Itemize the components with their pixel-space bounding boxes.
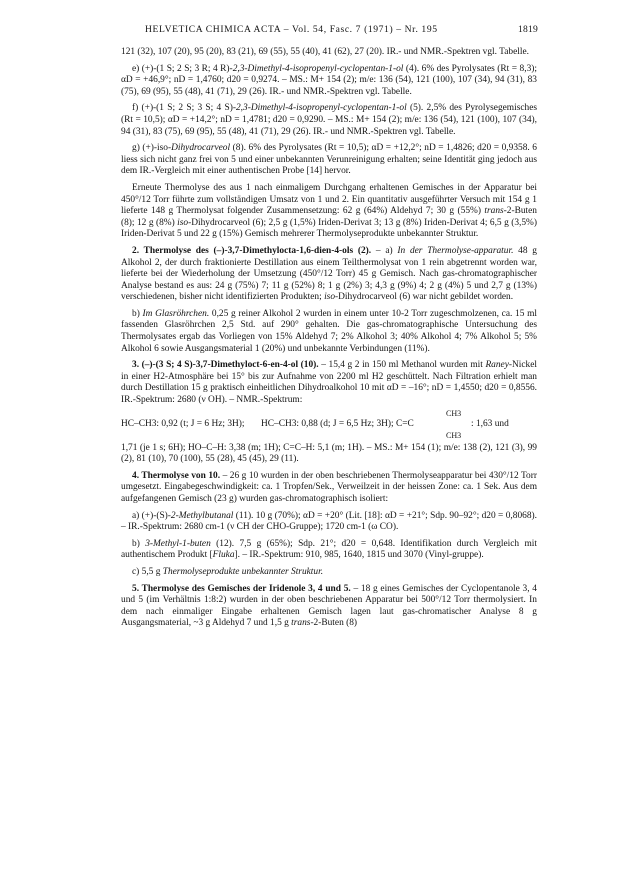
section-2-paragraph-b: b) Im Glasröhrchen. 0,25 g reiner Alkohol 2 wurden in einem unter 10-2 Torr zugeschmolzenen, ca. 15 ml fassenden Glasröhrchen 2,5 Std. auf 290° gehalten. Die gas-chromatographische Untersuchung des Thermolysates ergab das Vorliegen von 15% Aldehyd 7; 2% Alkohol 3; 40% Alkohol 4; 7% Alkohol 5; 5% Alkohol 6 sowie Ausgangsmaterial 1 (20%) und unbekannte Verbindungen (11%). (121, 308, 538, 354)
section-heading: 2. Thermolyse des (–)-3,7-Dimethylocta-1,6-dien-4-ols (2). (132, 245, 372, 256)
nmr-signal: HC–CH3: 0,92 (t; J = 6 Hz; 3H); (121, 418, 245, 429)
section-5-paragraph: 5. Thermolyse des Gemisches der Iridenole 3, 4 und 5. – 18 g eines Gemisches der Cyclopentanole 3, 4 und 5 (im Verhältnis 1:8:2) wurden in der oben beschriebenen Apparatur bei 500°/12 Torr thermolysiert. In dem nach einmaliger Eingabe erhaltenen Gemisch lagen laut gas-chromatischer Analyse 8 g Ausgangsmaterial, ~3 g Aldehyd 7 und 1,5 g trans-2-Buten (8) (121, 583, 537, 629)
section-3-continued: 1,71 (je 1 s; 6H); HO–C–H: 3,38 (m; 1H); C=C–H: 5,1 (m; 1H). – MS.: M+ 154 (1); m/e: 138 (2), 121 (3), 99 (2), 81 (10), 70 (100), 55 (28), 45 (45), 29 (11). (121, 442, 537, 465)
compound-name: Dihydrocarveol (171, 143, 231, 154)
methyl-label: CH3 (446, 430, 462, 440)
article-body (121, 47, 537, 635)
section-2-paragraph-a: 2. Thermolyse des (–)-3,7-Dimethylocta-1,6-dien-4-ols (2). – a) In der Thermolyse-apparatur. 48 g Alkohol 2, der durch fraktionierte Destillation aus einem Teilthermolysat von 1 rein abgetrennt worden war, lieferte bei der Wiederholung der Umsetzung (450°/12 Torr) 45 g Gemisch. Nach gas-chromatographischer Analyse bestand es aus: 24 g (75%) 7; 11 g (52%) 8; 1 g (2%) 3; 4,3 g (9%) 4; 2 g (4%) 5 und 2,7 g (13%) verschiedenen, bisher nicht identifizierten Produkten; iso-Dihydrocarveol (6) war nicht gebildet worden. (121, 245, 537, 303)
page-number: 1819 (518, 24, 538, 35)
nmr-signal: : 1,63 und (471, 418, 509, 429)
methyl-label: CH3 (446, 408, 462, 418)
nmr-signal: HC–CH3: 0,88 (d; J = 6,5 Hz; 3H); (261, 418, 394, 429)
paragraph-e: e) (+)-(1 S; 2 S; 3 R; 4 R)-2,3-Dimethyl-4-isopropenyl-cyclopentan-1-ol (4). 6% des Pyrolysates (Rt = 8,3); αD = +46,9°; nD = 1,4760; d20 = 0,9274. – MS.: M+ 154 (2); m/e: 136 (54), 121 (100), 107 (34), 94 (31), 83 (75), 69 (95), 55 (48), 41 (71), 29 (26). IR.- und NMR.-Spektren vgl. Tabelle. (121, 63, 537, 97)
compound-name: 2,3-Dimethyl-4-isopropenyl-cyclopentan-1-ol (232, 63, 404, 74)
nmr-data-line (121, 408, 537, 440)
paragraph-g: g) (+)-iso-Dihydrocarveol (8). 6% des Pyrolysates (Rt = 10,5); αD = +12,2°; nD = 1,4826; d20 = 0,9358. 6 liess sich nicht ganz frei von 5 und einer unbekannten Verunreinigung erhalten; seine Identität ging jedoch aus dem IR.-Vergleich mit einer authentischen Probe [14] hervor. (121, 143, 537, 177)
paragraph-continued: 121 (32), 107 (20), 95 (20), 83 (21), 69 (55), 55 (40), 41 (62), 27 (20). IR.- und NMR.-Spektren vgl. Tabelle. (121, 47, 529, 57)
compound-name: 2,3-Dimethyl-4-isopropenyl-cyclopentan-1-ol (235, 103, 407, 114)
section-4-item-c: c) 5,5 g Thermolyseprodukte unbekannter Struktur. (132, 566, 324, 577)
section-4-paragraph: 4. Thermolyse von 10. – 26 g 10 wurden in der oben beschriebenen Thermolyseapparatur bei 430°/12 Torr umgesetzt. Eingabegeschwindigkeit: ca. 1 Tropfen/Sek., Verweilzeit in der heissen Zone: ca. 1 Sek. Aus dem aufgefangenen Gemisch (23 g) wurden gas-chromatographisch isoliert: (121, 470, 537, 504)
journal-title: HELVETICA CHIMICA ACTA – Vol. 54, Fasc. 7 (1971) – Nr. 195 (145, 24, 438, 35)
nmr-signal: C=C (396, 418, 414, 429)
section-heading: 5. Thermolyse des Gemisches der Iridenole 3, 4 und 5. (132, 583, 351, 594)
paragraph-f: f) (+)-(1 S; 2 S; 3 S; 4 S)-2,3-Dimethyl-4-isopropenyl-cyclopentan-1-ol (5). 2,5% des Pyrolysegemisches (Rt = 10,5); αD = +14,2°; nD = 1,4781; d20 = 0,9290. – MS.: M+ 154 (2); m/e: 136 (54), 121 (100), 107 (34), 94 (31), 83 (75), 69 (95), 55 (48), 41 (71), 29 (26). IR.- und NMR.-Spektren vgl. Tabelle. (121, 103, 537, 137)
section-4-item-b: b) 3-Methyl-1-buten (12). 7,5 g (65%); Sdp. 21°; d20 = 0,648. Identifikation durch Vergleich mit authentischem Produkt [Fluka]. – IR.-Spektrum: 910, 985, 1640, 1815 und 3070 (Vinyl-gruppe). (121, 538, 537, 561)
running-header (0, 24, 624, 40)
section-3-paragraph: 3. (–)-(3 S; 4 S)-3,7-Dimethyloct-6-en-4-ol (10). – 15,4 g 2 in 150 ml Methanol wurden mit Raney-Nickel in einer H2-Atmosphäre bei 15° bis zur Aufnahme von 2200 ml H2 geschüttelt. Nach Filtration erhielt man durch Destillation 15 g praktisch einheitlichen Dihydroalkohol 10 mit αD = –16°; nD = 1,4550; d20 = 0,8556. IR.-Spektrum: 2680 (ν OH). – NMR.-Spektrum: (121, 360, 537, 406)
section-heading: 3. (–)-(3 S; 4 S)-3,7-Dimethyloct-6-en-4-ol (10). (132, 360, 319, 371)
section-heading: 4. Thermolyse von 10. (132, 470, 221, 481)
paragraph-erneute-thermolyse: Erneute Thermolyse des aus 1 nach einmaligem Durchgang erhaltenen Gemisches in der Apparatur bei 450°/12 Torr führte zum vollständigen Umsatz von 1 und 2. Ein quantitativ ausgeführter Versuch mit 154 g 1 lieferte 148 g Thermolysat folgender Zusammensetzung: 62 g (64%) Aldehyd 7; 30 g (55%) trans-2-Buten (8); 12 g (8%) iso-Dihydrocarveol (6); 2,5 g (1,5%) Iriden-Derivat 3; 13 g (8%) Iriden-Derivat 4; 6,5 g (3,5%) Iriden-Derivat 5 und 22 g (15%) Gemisch mehrerer Thermolyseprodukte unbekannter Struktur. (121, 182, 537, 240)
section-4-item-a: a) (+)-(S)-2-Methylbutanal (11). 10 g (70%); αD = +20° (Lit. [18]: αD = +21°; Sdp. 90–92°; d20 = 0,8068). – IR.-Spektrum: 2680 cm-1 (ν CH der CHO-Gruppe); 1720 cm-1 (ω CO). (121, 510, 537, 533)
